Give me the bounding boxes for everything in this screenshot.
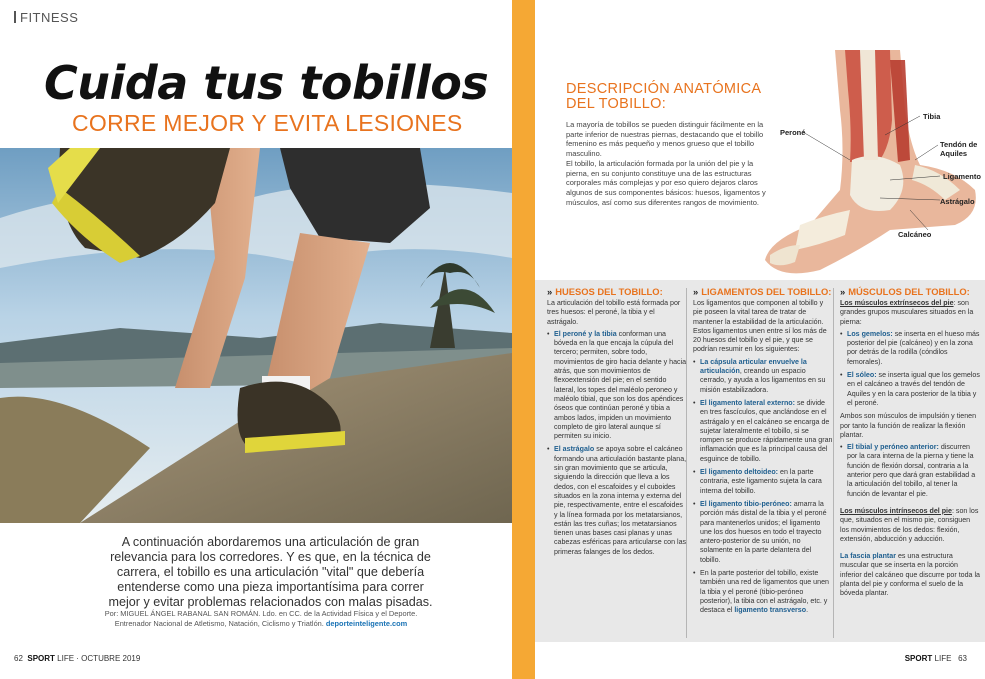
muscles-list-1 <box>840 330 980 408</box>
column-ligaments <box>693 287 833 620</box>
right-page <box>535 0 985 679</box>
muscles-intro-text: : son grandes grupos musculares situados en la pierna: <box>840 299 974 326</box>
muscles-list-2 <box>840 443 980 499</box>
muscles-term-2: El sóleo: <box>847 371 877 380</box>
magazine-name-left: SPORT <box>27 654 55 663</box>
ligaments-intro: Los ligamentos que componen al tobillo y pie poseen la vital tarea de tratar de mantener la estabilidad de la articulación. Estos ligamentos unen entre sí los más de 20 huesos del tobillo y el pie, y que se podrían resumir en los siguientes: <box>693 299 827 354</box>
label-tendon-1: Tendón de <box>940 140 978 149</box>
muscles-fascia-text: es una estructura muscular que se inserta en la porción inferior del calcáneo que discurre por toda la planta del pie y conforma el suelo de la bóveda plantar. <box>840 552 980 598</box>
label-astragalo: Astrágalo <box>940 197 975 206</box>
muscles-heading-text: MÚSCULOS DEL TOBILLO: <box>848 286 970 297</box>
chevron-right-icon: » <box>840 286 846 297</box>
bones-term-1: El peroné y la tibia <box>554 329 617 338</box>
bones-text-1: conforman una bóveda en la que encaja la cúpula del tercero; permiten, sobre todo, movimientos de giro hacia delante y hacia atrás, que son movimientos de flexoextensión del pie; en el sentido lateral, los topes del maléolo peroneo y maléolo tibial, que son los dos apéndices óseos que continúan peroné y tibia a ambos lados, impiden un movimiento completo de giro lateral aunque sí permiten su inicio. <box>554 329 687 441</box>
bones-term-2: El astrágalo <box>554 445 595 454</box>
section-bar <box>14 11 16 23</box>
list-item <box>547 330 687 442</box>
muscles-text-3: discurren por la cara interna de la pierna y tiene la función de flexión dorsal, contraria a la anterior pero que dará gran estabilidad a la articulación del tobillo, al tener la función de levantar el pie. <box>847 443 976 498</box>
runner-photo <box>0 148 512 523</box>
list-item <box>840 371 980 408</box>
list-item <box>693 500 833 565</box>
anatomy-paragraph-1: La mayoría de tobillos se pueden distinguir fácilmente en la parte inferior de nuestras piernas, destacando que el tobillo femenino es más pequeño y menos grueso que el tobillo masculino. <box>566 120 764 159</box>
byline-text: Por: MIGUEL ÁNGEL RABANAL SAN ROMÁN. Ldo. en CC. de la Actividad Física y el Deporte. Entrenador Nacional de Atletismo, Natación, Ciclismo y Triatlón. <box>104 609 418 628</box>
section-tag-label: FITNESS <box>20 10 79 25</box>
ligaments-term-4: El ligamento tibio-peróneo: <box>700 499 792 508</box>
article-subtitle: CORRE MEJOR Y EVITA LESIONES <box>72 110 463 136</box>
muscles-fascia <box>840 552 980 598</box>
muscles-intrinsic <box>840 507 980 544</box>
column-divider-2 <box>833 288 834 638</box>
ankle-anatomy-illustration <box>740 50 985 280</box>
label-tibia: Tibia <box>923 112 941 121</box>
issue-date: · OCTUBRE 2019 <box>76 654 141 663</box>
list-item <box>693 569 833 615</box>
bones-list <box>547 330 687 557</box>
chevron-right-icon: » <box>693 286 699 297</box>
muscles-heading <box>840 287 980 297</box>
muscles-mid: Ambos son músculos de impulsión y tienen por tanto la función de realizar la flexión plantar. <box>840 412 977 439</box>
label-calcaneo: Calcáneo <box>898 230 932 239</box>
label-ligamento: Ligamento <box>943 172 981 181</box>
ligaments-text-3: en la parte contraria, este ligamento sujeta la cara interna del tobillo. <box>700 468 822 495</box>
list-item <box>840 330 980 367</box>
magazine-name-right: SPORT <box>904 654 933 663</box>
bones-heading <box>547 287 687 297</box>
column-muscles <box>840 287 980 602</box>
ligaments-end-5: . <box>806 606 809 615</box>
muscles-fascia-term: La fascia plantar <box>840 552 896 561</box>
center-strip <box>512 0 535 679</box>
ligaments-term-5: ligamento transverso <box>734 606 807 615</box>
list-item <box>693 399 833 464</box>
label-tendon-2: Aquiles <box>940 149 968 158</box>
ligaments-term-2: El ligamento lateral externo: <box>700 398 796 407</box>
ligaments-heading-text: LIGAMENTOS DEL TOBILLO: <box>701 286 832 297</box>
author-byline <box>96 609 426 629</box>
section-tag <box>14 10 78 25</box>
anatomy-paragraph-2: El tobillo, la articulación formada por la unión del pie y la pierna, en su conjunto constituye una de las estructuras corporales más complejas y por eso quiero dejaros claros algunos de sus componentes básicos: huesos, ligamentos y músculos, así como sus diferentes rangos de movimiento. <box>566 158 766 207</box>
anatomy-title-line2: DEL TOBILLO: <box>566 96 667 112</box>
muscles-intro-term: Los músculos extrínsecos del pie <box>840 299 954 307</box>
bones-heading-text: HUESOS DEL TOBILLO: <box>555 286 663 297</box>
muscles-intrinsic-text: : son los que, situados en el mismo pie, consiguen los movimientos de los dedos: flexión, extensión, abducción y aducción. <box>840 506 979 543</box>
muscles-term-1: Los gemelos: <box>847 329 893 338</box>
muscles-text-1: se inserta en el hueso más posterior del pie (calcáneo) y en la zona por detrás de la rodilla (cóndilos femorales). <box>847 329 980 366</box>
folio-right <box>905 654 967 663</box>
ligaments-text-5: En la parte posterior del tobillo, existe también una red de ligamentos que unen la tibia y el peroné (tibio-peróneo posterior), la tibia con el astrágalo, etc. y destaca el <box>700 569 829 615</box>
muscles-intro <box>840 299 980 327</box>
page-number-left: 62 <box>14 654 23 663</box>
list-item <box>693 358 833 395</box>
magazine-name-right-2: LIFE <box>934 654 952 663</box>
ligaments-text-2: se divide en tres fascículos, que anclándose en el astrágalo y en el calcáneo se encarga de sujetar lateralmente el tobillo, si se rompen se produce rápidamente una gran inflamación que es la principal causa del esguince de tobillo. <box>700 398 833 463</box>
intro-paragraph: A continuación abordaremos una articulación de gran relevancia para los corredores. Y es que, en la técnica de carrera, el tobillo es una articulación "vital" que debería entenderse como una pieza importantísima para correr mejor y evitar problemas relacionados con malas pisadas. <box>108 535 433 609</box>
label-perone: Peroné <box>780 128 806 137</box>
list-item <box>547 445 687 557</box>
bones-intro: La articulación del tobillo está formada por tres huesos: el peroné, la tibia y el astrágalo. <box>547 299 681 326</box>
bones-text-2: se apoya sobre el calcáneo formando una articulación bastante plana, sin gran movimiento que se articula, siguiendo la dirección que lleva a los dedos, con el escafoides y el cuboides situados en la zona interna y externa del pie, respectivamente, entre el escafoides y la línea formada por los metatarsianos, están las tres cuñas; los metatarsianos tienen unas bases casi planas y unas cabezas esféricas para articularse con las primeras falanges de los dedos. <box>554 445 687 556</box>
list-item <box>840 443 980 499</box>
ligaments-term-3: El ligamento deltoideo: <box>700 468 779 477</box>
ligaments-text-4: amarra la porción más distal de la tibia y el peroné para mantenerlos unidos; el ligamento une los dos huesos en todo el trayecto antero-posterior de su unión, no solamente en la parte delantera del tobillo. <box>700 499 827 564</box>
article-title: Cuida tus tobillos <box>44 56 489 110</box>
label-tendon <box>940 140 977 158</box>
anatomy-title <box>566 82 761 112</box>
muscles-term-3: El tibial y peróneo anterior: <box>847 443 939 452</box>
byline-link[interactable]: deporteinteligente.com <box>325 619 408 628</box>
ligaments-term-1: La cápsula articular envuelve la articulación <box>700 357 807 376</box>
muscles-intrinsic-term: Los músculos intrínsecos del pie <box>840 506 952 515</box>
page-number-right: 63 <box>958 654 967 663</box>
anatomy-title-line1: DESCRIPCIÓN ANATÓMICA <box>566 81 762 97</box>
column-bones <box>547 287 687 561</box>
ligaments-heading <box>693 287 833 297</box>
ligaments-list <box>693 358 833 616</box>
ligaments-text-1: , creando un espacio cerrado, y ayuda a los ligamentos en su misión estabilizadora. <box>700 367 826 394</box>
magazine-name-left-2: LIFE <box>57 654 75 663</box>
muscles-text-2: se inserta igual que los gemelos en el calcáneo a través del tendón de Aquiles y en la cara posterior de la tibia y el peroné. <box>847 371 980 407</box>
chevron-right-icon: » <box>547 286 553 297</box>
folio-left <box>14 654 140 663</box>
list-item <box>693 468 833 496</box>
